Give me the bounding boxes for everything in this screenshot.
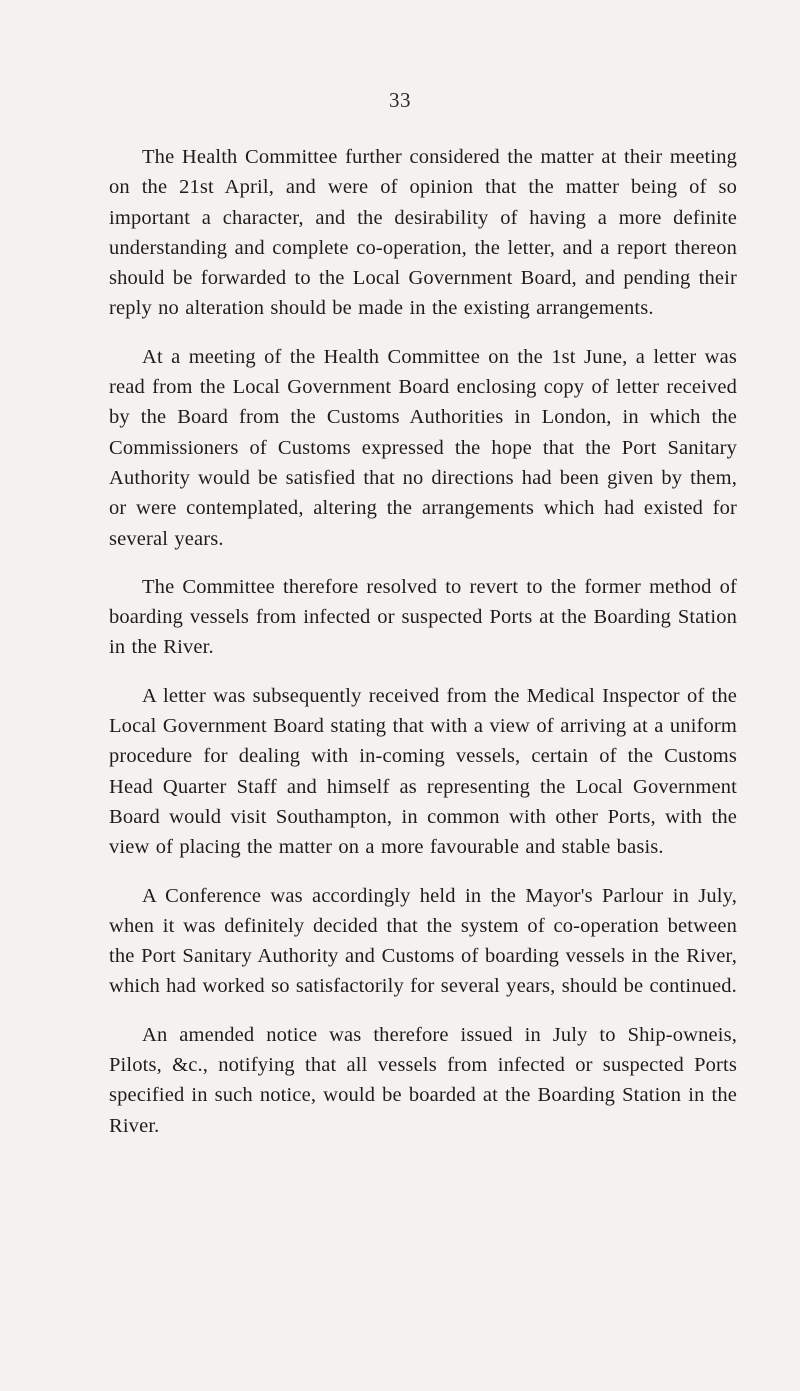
paragraph-conference: A Conference was accordingly held in the Mayor's Parlour in July, when it was definitely decided that the system of co-operation between the Port Sanitary Authority and Customs of boarding vessels in the River, which had worked so satisfactorily for several years, should be continued. xyxy=(109,884,737,998)
paragraph-committee-resolution: The Committee therefore resolved to revert to the former method of boarding vessels from infected or suspected Ports at the Boarding Station in the River. xyxy=(109,575,737,659)
page-number: 33 xyxy=(389,88,411,112)
paragraph-local-government-board-letter: At a meeting of the Health Committee on the 1st June, a letter was read from the Local Government Board enclosing copy of letter received by the Board from the Customs Authorities in London, in which the Commissioners of Customs expressed the hope that the Port Sanitary Authority would be satisfied that no directions had been given by them, or were contemplated, altering the arrangements which had existed for several years. xyxy=(109,345,737,550)
body-text xyxy=(109,142,737,1159)
paragraph-amended-notice: An amended notice was therefore issued in July to Ship-owneis, Pilots, &c., notifying that all vessels from infected or suspected Ports specified in such notice, would be boarded at the Boarding Station in the River. xyxy=(109,1023,737,1137)
paragraph-health-committee-meeting: The Health Committee further considered the matter at their meeting on the 21st April, and were of opinion that the matter being of so important a character, and the desirability of having a more definite understanding and complete co-operation, the letter, and a report thereon should be forwarded to the Local Government Board, and pending their reply no alteration should be made in the existing arrangements. xyxy=(109,146,737,320)
paragraph-medical-inspector-letter: A letter was subsequently received from the Medical Inspector of the Local Government Board stating that with a view of arriving at a uniform procedure for dealing with in-coming vessels, certain of the Customs Head Quarter Staff and himself as representing the Local Government Board would visit Southampton, in common with other Ports, with the view of placing the matter on a more favourable and stable basis. xyxy=(109,684,737,859)
